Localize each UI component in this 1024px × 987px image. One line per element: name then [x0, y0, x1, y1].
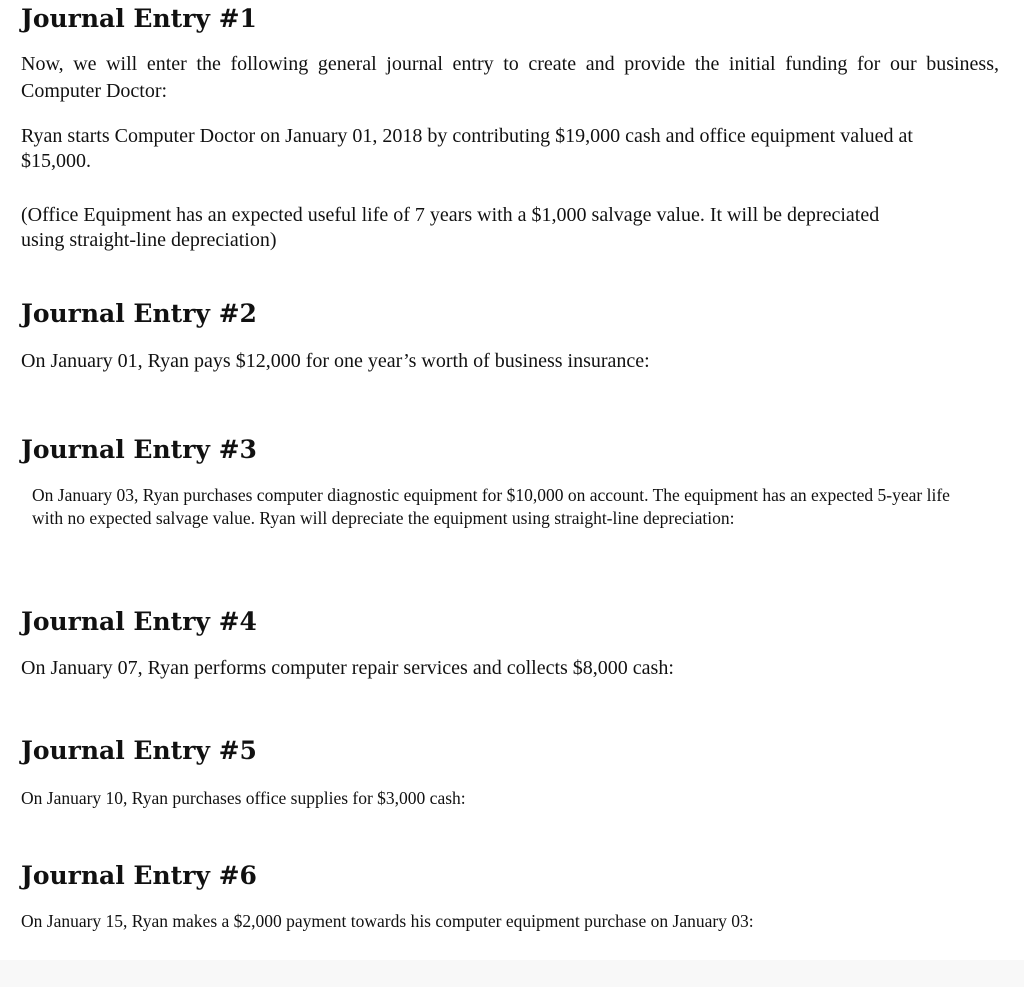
- journal-entry-4-heading: Journal Entry #4: [21, 607, 257, 636]
- journal-entry-2-description: On January 01, Ryan pays $12,000 for one year’s worth of business insurance:: [21, 350, 650, 372]
- journal-entry-5-description: On January 10, Ryan purchases office supplies for $3,000 cash:: [21, 788, 466, 808]
- journal-entry-6-description: On January 15, Ryan makes a $2,000 payment towards his computer equipment purchase on January 03:: [21, 911, 754, 931]
- journal-entry-1-heading: Journal Entry #1: [21, 4, 257, 33]
- journal-entry-2-heading: Journal Entry #2: [21, 299, 257, 328]
- journal-entry-4-description: On January 07, Ryan performs computer repair services and collects $8,000 cash:: [21, 657, 674, 679]
- journal-entry-1-intro: Now, we will enter the following general journal entry to create and provide the initial funding for our business, Computer Doctor:: [21, 53, 999, 102]
- journal-entry-3-heading: Journal Entry #3: [21, 435, 257, 464]
- journal-entry-1-note: (Office Equipment has an expected useful life of 7 years with a $1,000 salvage value. It will be depreciated using straight-line depreciation): [21, 204, 880, 251]
- page-bottom-margin: [0, 960, 1024, 987]
- journal-entry-5-heading: Journal Entry #5: [21, 736, 257, 765]
- journal-entry-6-heading: Journal Entry #6: [21, 861, 257, 890]
- journal-entry-1-description: Ryan starts Computer Doctor on January 01, 2018 by contributing $19,000 cash and office equipment valued at $15,000.: [21, 125, 913, 172]
- journal-entry-3-description: On January 03, Ryan purchases computer diagnostic equipment for $10,000 on account. The equipment has an expected 5-year life with no expected salvage value. Ryan will depreciate the equipment using straight-line depreciation:: [32, 485, 950, 528]
